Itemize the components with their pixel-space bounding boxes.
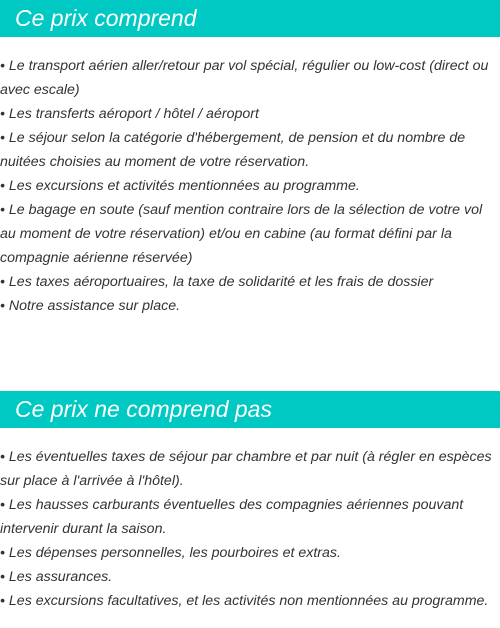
- list-item: • Les excursions facultatives, et les activités non mentionnées au programme.: [0, 593, 489, 609]
- list-item: • Les excursions et activités mentionnées au programme.: [0, 178, 360, 194]
- price-includes-header: Ce prix comprend: [0, 0, 500, 37]
- list-item: • Le séjour selon la catégorie d'hébergement, de pension et du nombre de nuitées choisies au moment de votre réservation.: [0, 130, 466, 170]
- list-item: • Notre assistance sur place.: [0, 298, 181, 314]
- price-excludes-header: Ce prix ne comprend pas: [0, 391, 500, 428]
- list-item: • Le transport aérien aller/retour par vol spécial, régulier ou low-cost (direct ou avec escale): [0, 58, 489, 98]
- list-item: • Les assurances.: [0, 569, 113, 585]
- price-includes-list: [0, 54, 500, 318]
- list-item: • Les dépenses personnelles, les pourboires et extras.: [0, 545, 341, 561]
- list-item: • Le bagage en soute (sauf mention contraire lors de la sélection de votre vol au moment de votre réservation) et/ou en cabine (au format défini par la compagnie aérienne réservée): [0, 202, 483, 266]
- list-item: • Les hausses carburants éventuelles des compagnies aériennes pouvant intervenir durant la saison.: [0, 497, 464, 537]
- list-item: • Les éventuelles taxes de séjour par chambre et par nuit (à régler en espèces sur place à l'arrivée à l'hôtel).: [0, 449, 492, 489]
- list-item: • Les transferts aéroport / hôtel / aéroport: [0, 106, 259, 122]
- price-excludes-list: [0, 445, 500, 613]
- list-item: • Les taxes aéroportuaires, la taxe de solidarité et les frais de dossier: [0, 274, 434, 290]
